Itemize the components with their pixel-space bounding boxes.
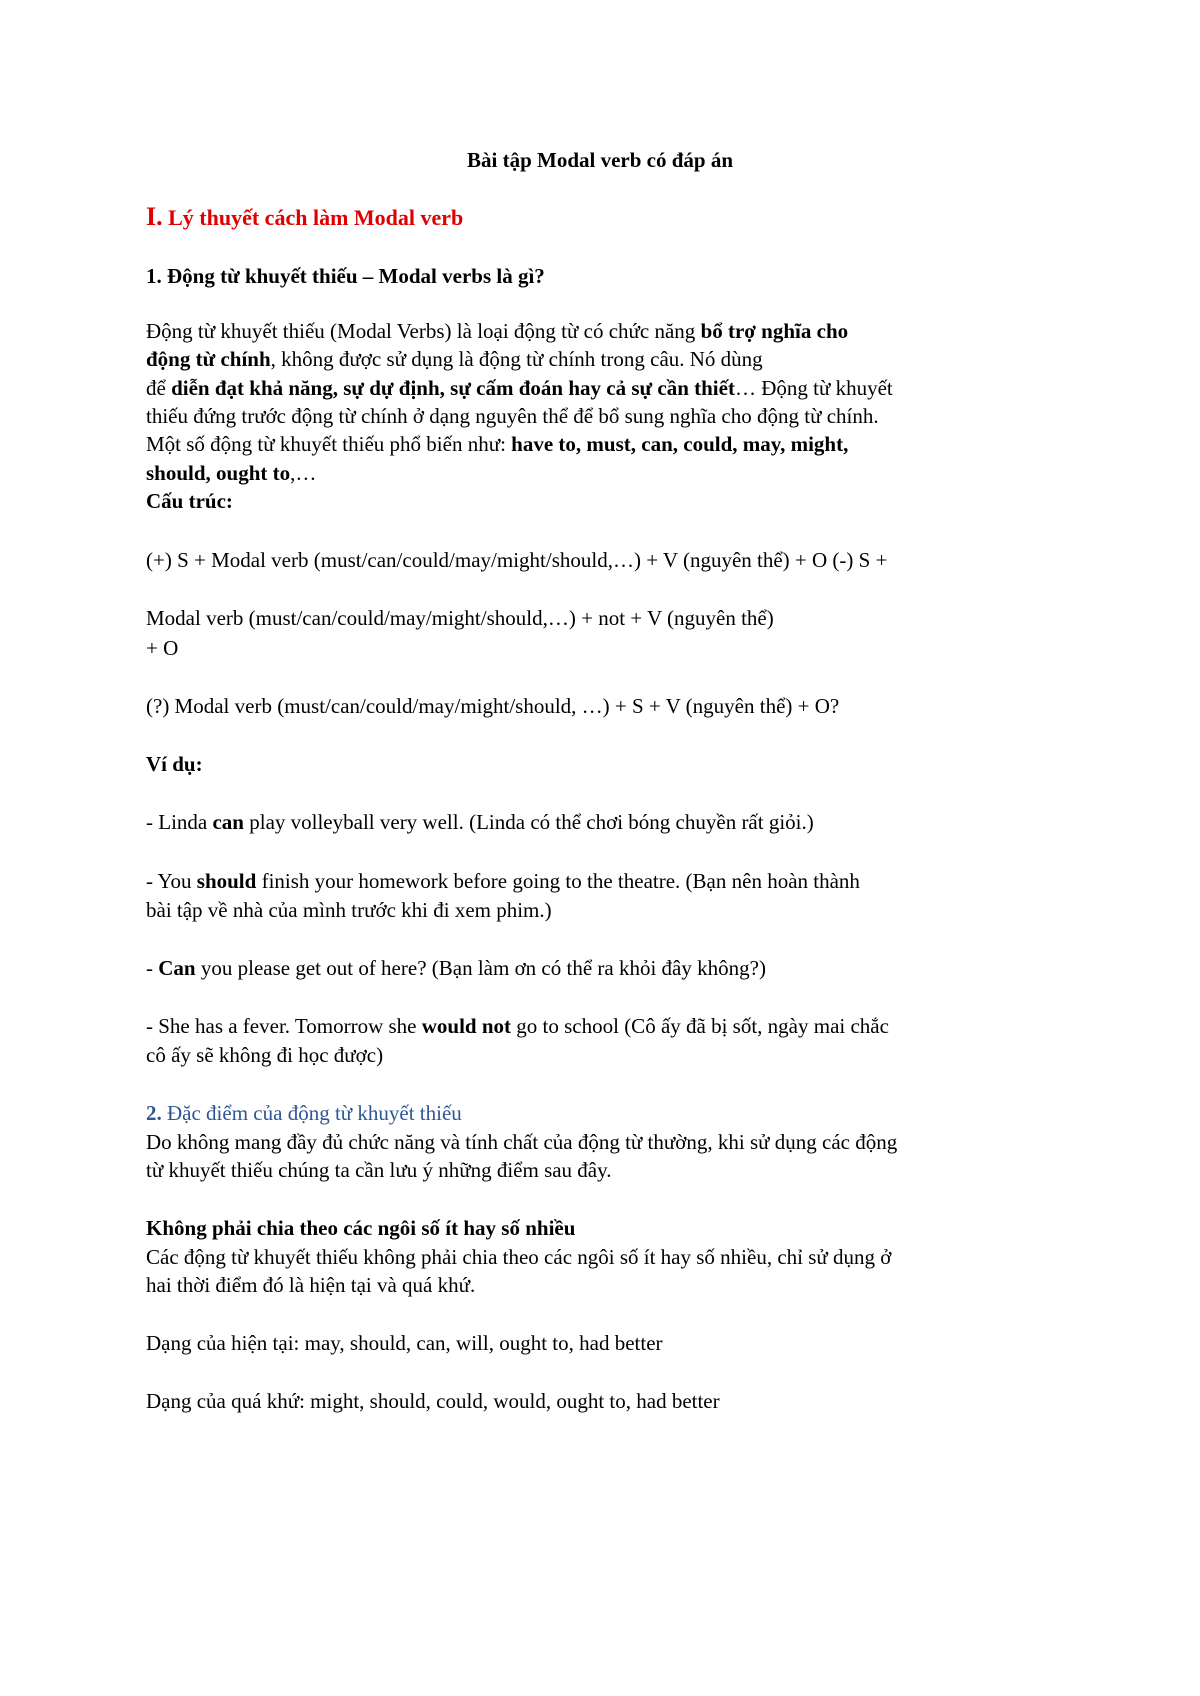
bold-run: Can — [158, 956, 196, 980]
example-4 — [146, 1012, 889, 1040]
subheading-2 — [146, 1099, 462, 1127]
example-4-cont: cô ấy sẽ không đi học được) — [146, 1043, 384, 1067]
text-run: - You — [146, 869, 197, 893]
structure-label: Cấu trúc: — [146, 489, 233, 513]
document-title: Bài tập Modal verb có đáp án — [466, 148, 734, 172]
text-run: Một số động từ khuyết thiếu phổ biến như: — [146, 432, 512, 456]
text-run: … Động từ khuyết — [734, 376, 893, 400]
text-run: Động từ khuyết thiếu (Modal Verbs) là loại động từ có chức năng — [146, 319, 701, 343]
subheading-2-number: 2. — [146, 1101, 162, 1125]
section-heading — [146, 203, 463, 232]
example-1 — [146, 808, 814, 836]
paragraph-line: Do không mang đầy đủ chức năng và tính chất của động từ thường, khi sử dụng các động — [146, 1130, 898, 1154]
point-heading: Không phải chia theo các ngôi số ít hay số nhiều — [146, 1216, 576, 1240]
subheading-1: 1. Động từ khuyết thiếu – Modal verbs là gì? — [146, 264, 545, 288]
past-forms: Dạng của quá khứ: might, should, could, would, ought to, had better — [146, 1389, 720, 1413]
paragraph-line: thiếu đứng trước động từ chính ở dạng nguyên thể để bổ sung nghĩa cho động từ chính. — [146, 404, 879, 428]
text-run: you please get out of here? (Bạn làm ơn có thể ra khỏi đây không?) — [195, 956, 766, 980]
paragraph-line — [146, 345, 763, 373]
subheading-2-text: Đặc điểm của động từ khuyết thiếu — [161, 1101, 462, 1125]
examples-label: Ví dụ: — [146, 752, 203, 776]
paragraph-line: hai thời điểm đó là hiện tại và quá khứ. — [146, 1273, 476, 1297]
paragraph-line — [146, 374, 893, 402]
bold-run: diễn đạt khả năng, sự dự định, sự cấm đoán hay cả sự cần thiết — [171, 376, 735, 400]
section-heading-text: Lý thuyết cách làm Modal verb — [168, 205, 464, 230]
text-run: play volleyball very well. (Linda có thể chơi bóng chuyền rất giỏi.) — [243, 810, 814, 834]
bold-run: would not — [421, 1014, 512, 1038]
example-3 — [146, 954, 766, 982]
bold-run: have to, must, can, could, may, might, — [511, 432, 849, 456]
structure-negative: Modal verb (must/can/could/may/might/should,…) + not + V (nguyên thể) — [146, 606, 774, 630]
text-run: - — [146, 956, 159, 980]
bold-run: bổ trợ nghĩa cho — [700, 319, 849, 343]
text-run: ,… — [290, 461, 317, 485]
text-run: - She has a fever. Tomorrow she — [146, 1014, 422, 1038]
structure-positive: (+) S + Modal verb (must/can/could/may/might/should,…) + V (nguyên thể) + O (-) S + — [146, 548, 888, 572]
text-run: go to school (Cô ấy đã bị sốt, ngày mai chắc — [511, 1014, 889, 1038]
paragraph-line: Các động từ khuyết thiếu không phải chia theo các ngôi số ít hay số nhiều, chỉ sử dụng ở — [146, 1245, 892, 1269]
text-run: để — [146, 376, 172, 400]
bold-run: should, ought to — [146, 461, 291, 485]
text-run: , không được sử dụng là động từ chính trong câu. Nó dùng — [270, 347, 763, 371]
bold-run: should — [196, 869, 257, 893]
structure-question: (?) Modal verb (must/can/could/may/might/should, …) + S + V (nguyên thể) + O? — [146, 694, 840, 718]
text-run: finish your homework before going to the theatre. (Bạn nên hoàn thành — [256, 869, 860, 893]
text-run: - Linda — [146, 810, 213, 834]
bold-run: động từ chính — [146, 347, 271, 371]
paragraph-line — [146, 430, 848, 458]
bold-run: can — [212, 810, 244, 834]
paragraph-line: từ khuyết thiếu chúng ta cần lưu ý những điểm sau đây. — [146, 1158, 612, 1182]
structure-negative-cont: + O — [146, 636, 179, 660]
present-forms: Dạng của hiện tại: may, should, can, will, ought to, had better — [146, 1331, 663, 1355]
example-2 — [146, 867, 860, 895]
example-2-cont: bài tập về nhà của mình trước khi đi xem phim.) — [146, 898, 552, 922]
paragraph-line — [146, 317, 848, 345]
section-number: I. — [146, 202, 163, 231]
paragraph-line — [146, 459, 316, 487]
